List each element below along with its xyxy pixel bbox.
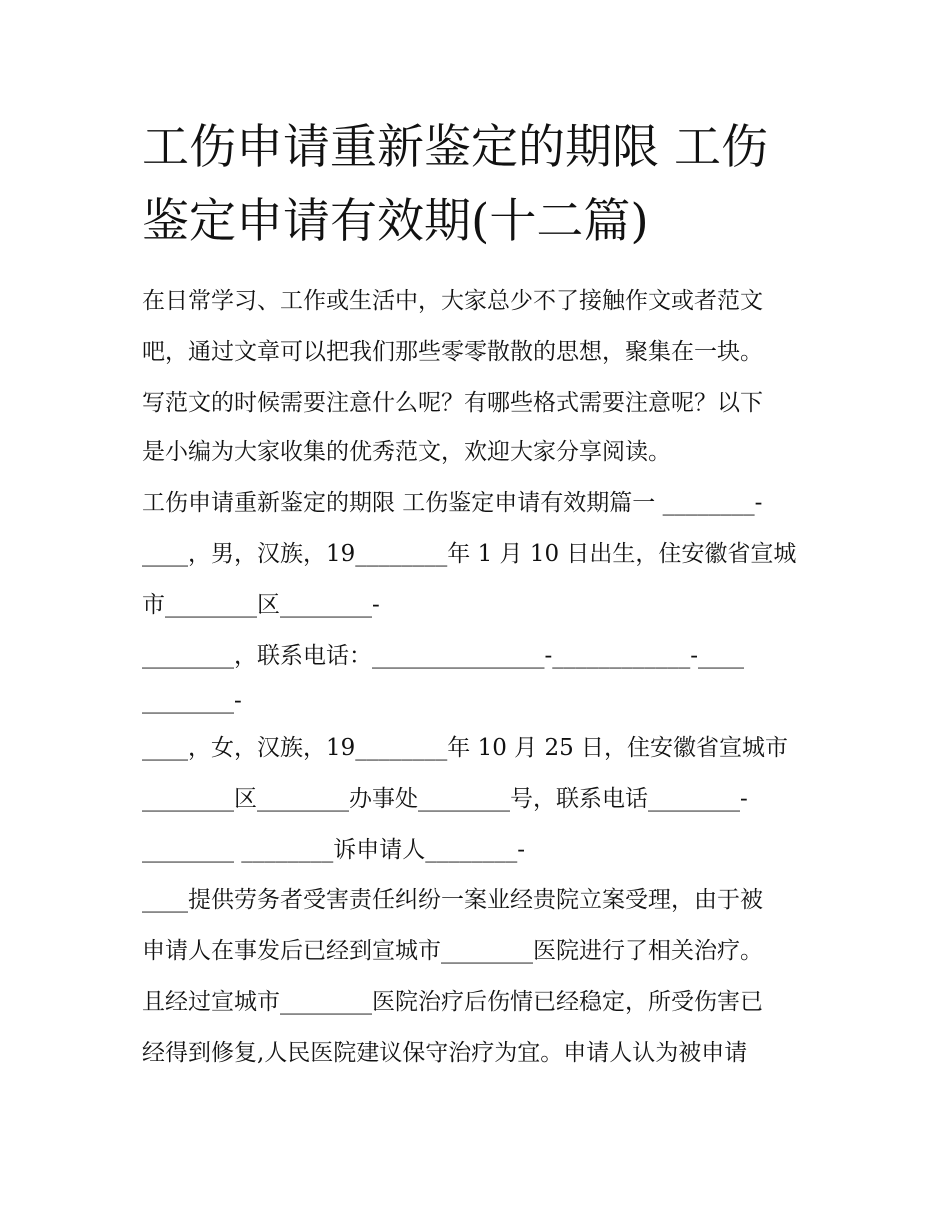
document-title-line-2: 鉴定申请有效期(十二篇) [142, 194, 649, 249]
body-line: ________区________办事处________号，联系电话________- [142, 786, 748, 812]
body-line: 吧，通过文章可以把我们那些零零散散的思想，聚集在一块。 [142, 339, 763, 365]
document-title-line-1: 工伤申请重新鉴定的期限 工伤 [142, 120, 768, 175]
body-line: 工伤申请重新鉴定的期限 工伤鉴定申请有效期篇一 ________- [142, 490, 763, 516]
body-line: 且经过宣城市________医院治疗后伤情已经稳定，所受伤害已 [142, 989, 763, 1015]
body-line: ________，联系电话：_______________-____________-____ [142, 643, 745, 669]
body-line: ________- [142, 688, 242, 714]
body-line: ____，男，汉族，19________年 1 月 10 日出生，住安徽省宣城 [142, 541, 797, 567]
body-line: 是小编为大家收集的优秀范文，欢迎大家分享阅读。 [142, 439, 671, 465]
body-line: 申请人在事发后已经到宣城市________医院进行了相关治疗。 [142, 938, 763, 964]
body-line: 写范文的时候需要注意什么呢？有哪些格式需要注意呢？以下 [142, 390, 763, 416]
body-line: ________ ________诉申请人________- [142, 837, 526, 863]
body-line: ____提供劳务者受害责任纠纷一案业经贵院立案受理，由于被 [142, 887, 763, 913]
body-line: 在日常学习、工作或生活中，大家总少不了接触作文或者范文 [142, 288, 763, 314]
body-line: ____，女，汉族，19________年 10 月 25 日，住安徽省宣城市 [142, 735, 789, 761]
body-line: 经得到修复,人民医院建议保守治疗为宜。申请人认为被申请 [142, 1040, 748, 1066]
body-line: 市________区________- [142, 592, 380, 618]
